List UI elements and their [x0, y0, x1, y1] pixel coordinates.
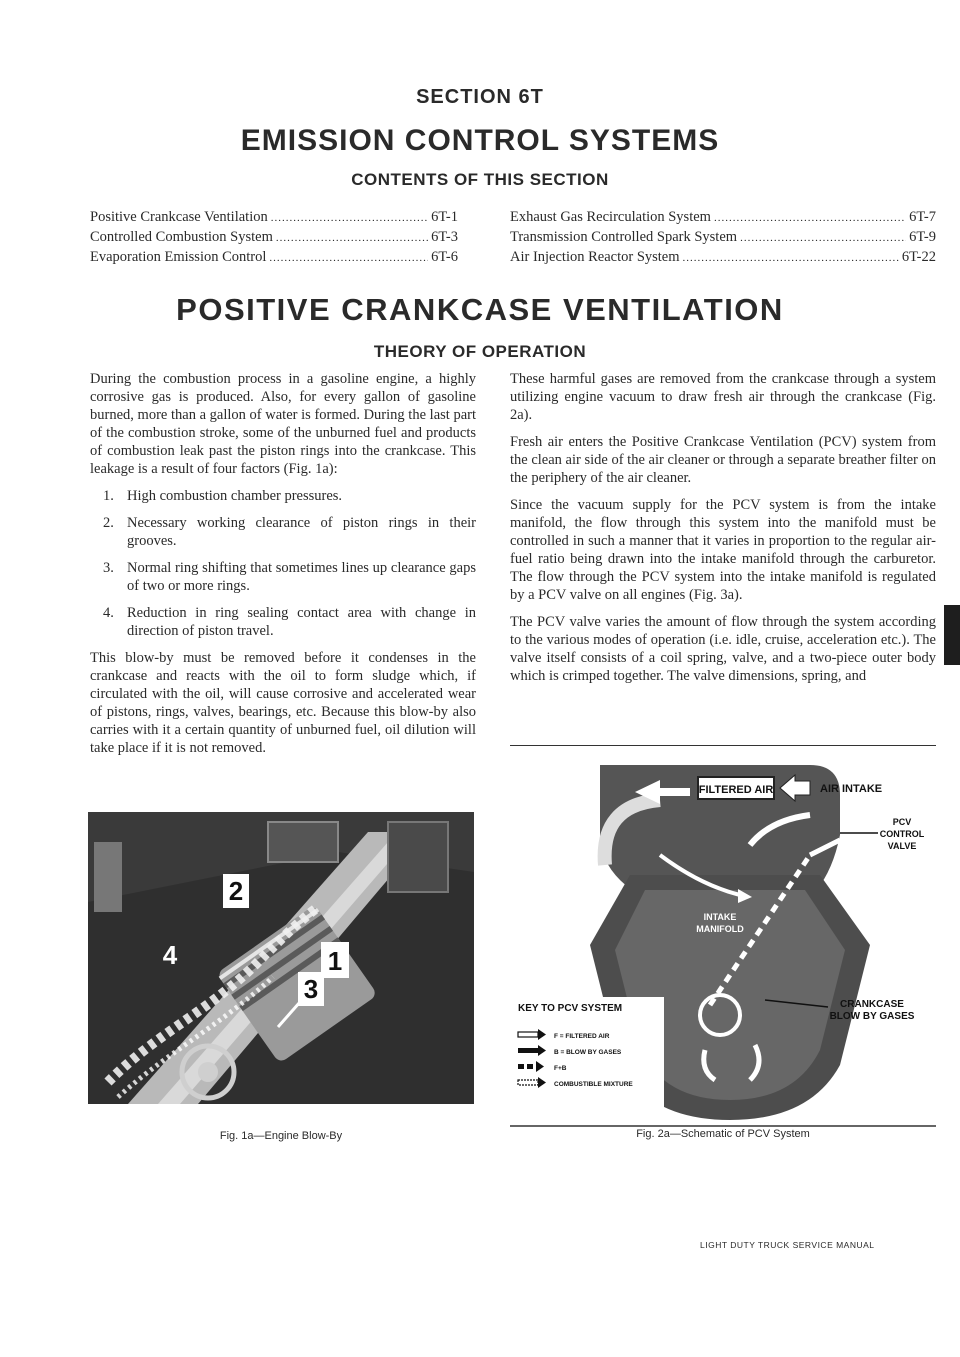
- toc-entry-title: Air Injection Reactor System: [510, 249, 680, 265]
- svg-text:PCV: PCV: [892, 817, 912, 827]
- paragraph: These harmful gases are removed from the crankcase through a system utilizing engine vacuum to draw fresh air through the crankcase (Fig. 2a).: [510, 371, 936, 423]
- svg-text:CONTROL: CONTROL: [879, 829, 925, 839]
- svg-text:CRANKCASE: CRANKCASE: [840, 999, 904, 1010]
- toc-entry-page: 6T-7: [909, 209, 936, 225]
- key-title: KEY TO PCV SYSTEM: [518, 1003, 623, 1014]
- section-heading: POSITIVE CRANKCASE VENTILATION: [176, 292, 784, 327]
- section-label: SECTION 6T: [416, 86, 544, 108]
- figure-caption: Fig. 1a—Engine Blow-By: [219, 1130, 343, 1142]
- page-title: EMISSION CONTROL SYSTEMS: [240, 124, 720, 157]
- toc-entry[interactable]: [510, 248, 936, 268]
- toc-entry-page: 6T-9: [909, 229, 936, 245]
- svg-text:F+B: F+B: [554, 1065, 567, 1072]
- label-air-intake: AIR INTAKE: [820, 783, 883, 795]
- list-item: [90, 559, 476, 595]
- toc-entry[interactable]: [90, 228, 458, 248]
- section-edge-tab: [944, 605, 960, 665]
- toc-entry[interactable]: [90, 208, 458, 228]
- svg-text:B = BLOW BY GASES: B = BLOW BY GASES: [554, 1049, 622, 1056]
- paragraph: Since the vacuum supply for the PCV system is from the intake manifold, the flow through this system into the manifold must be controlled in such a manner that it varies in proportion to the regular air-fuel ratio being drawn into the intake manifold through the carburetor. The flow through the PCV system into the intake manifold is regulated by a PCV valve on all engines (Fig. 3a).: [510, 497, 936, 603]
- svg-text:COMBUSTIBLE MIXTURE: COMBUSTIBLE MIXTURE: [554, 1081, 633, 1088]
- callout-label: 3: [303, 974, 319, 1004]
- svg-text:INTAKE: INTAKE: [703, 912, 737, 922]
- list-item: [90, 487, 476, 505]
- toc-entry[interactable]: [510, 208, 936, 228]
- label-filtered-air: FILTERED AIR: [698, 784, 774, 796]
- footer: LIGHT DUTY TRUCK SERVICE MANUAL: [700, 1240, 875, 1250]
- figure-pcv-schematic: [510, 745, 936, 1127]
- list-text: Reduction in ring sealing contact area with change in direction of piston travel.: [127, 605, 476, 639]
- figure-caption: Fig. 2a—Schematic of PCV System: [636, 1128, 810, 1140]
- toc-right: [510, 208, 936, 268]
- paragraph: Fresh air enters the Positive Crankcase Ventilation (PCV) system from the clean air side of the air cleaner or through a separate breather filter on the periphery of the air cleaner.: [510, 434, 936, 486]
- list-text: Normal ring shifting that sometimes lines up clearance gaps of two or more rings.: [127, 560, 476, 594]
- figure-engine-blow-by: [88, 812, 474, 1104]
- toc-entry[interactable]: [510, 228, 936, 248]
- toc-entry-title: Controlled Combustion System: [90, 229, 273, 245]
- toc-entry-page: 6T-6: [431, 249, 458, 265]
- contents-heading: CONTENTS OF THIS SECTION: [351, 170, 609, 189]
- callout-1: [321, 942, 349, 978]
- factor-list: [90, 487, 476, 640]
- toc-entry[interactable]: [90, 248, 458, 268]
- left-column: [90, 370, 476, 766]
- list-item: [90, 514, 476, 550]
- callout-label: 2: [228, 876, 244, 906]
- svg-text:VALVE: VALVE: [887, 841, 917, 851]
- paragraph: The PCV valve varies the amount of flow through the system according to the various modes of operation (i.e. idle, cruise, acceleration etc.). The valve itself consists of a coil spring, valve, and a two-piece outer body which is crimped together. The valve dimensions, spring, and: [510, 614, 936, 684]
- callout-2: [223, 874, 249, 908]
- toc-entry-page: 6T-22: [901, 249, 936, 265]
- callout-3: [298, 972, 324, 1006]
- callout-4: [163, 940, 178, 970]
- list-number: 3.: [103, 560, 114, 576]
- crankcase-label: [830, 999, 915, 1022]
- svg-text:BLOW BY GASES: BLOW BY GASES: [829, 1011, 915, 1022]
- list-number: 1.: [103, 488, 114, 504]
- toc-entry-page: 6T-1: [431, 209, 458, 225]
- list-text: Necessary working clearance of piston rings in their grooves.: [127, 515, 476, 549]
- toc-entry-page: 6T-3: [431, 229, 458, 245]
- right-column: [510, 370, 936, 694]
- toc-left: [90, 208, 458, 268]
- toc-entry-title: Positive Crankcase Ventilation: [90, 209, 268, 225]
- paragraph: During the combustion process in a gasoline engine, a highly corrosive gas is produced. Also, for every gallon of gasoline burned, more than a gallon of water is formed. During the last part of the combustion stroke, some of the unburned fuel and products of combustion leak past the piston rings into the crankcase. This leakage is a result of four factors (Fig. 1a):: [90, 371, 476, 477]
- callout-label: 4: [162, 940, 178, 970]
- list-text: High combustion chamber pressures.: [127, 488, 343, 504]
- toc-entry-title: Evaporation Emission Control: [90, 249, 267, 265]
- toc-entry-title: Transmission Controlled Spark System: [510, 229, 738, 245]
- subsection-heading: THEORY OF OPERATION: [373, 342, 587, 361]
- list-number: 4.: [103, 605, 114, 621]
- callout-label: 1: [327, 946, 343, 976]
- svg-text:F = FILTERED AIR: F = FILTERED AIR: [554, 1033, 610, 1040]
- list-number: 2.: [103, 515, 114, 531]
- toc-entry-title: Exhaust Gas Recirculation System: [510, 209, 711, 225]
- paragraph: This blow-by must be removed before it condenses in the crankcase and reacts with the oil to form sludge which, if circulated with the oil, will cause corrosive and accelerated wear of pistons, rings, valves, bearings, etc. Because this blow-by also carries with it a certain quantity of unburned fuel, oil dilution will take place if it is not removed.: [90, 650, 476, 756]
- list-item: [90, 604, 476, 640]
- svg-text:MANIFOLD: MANIFOLD: [696, 924, 744, 934]
